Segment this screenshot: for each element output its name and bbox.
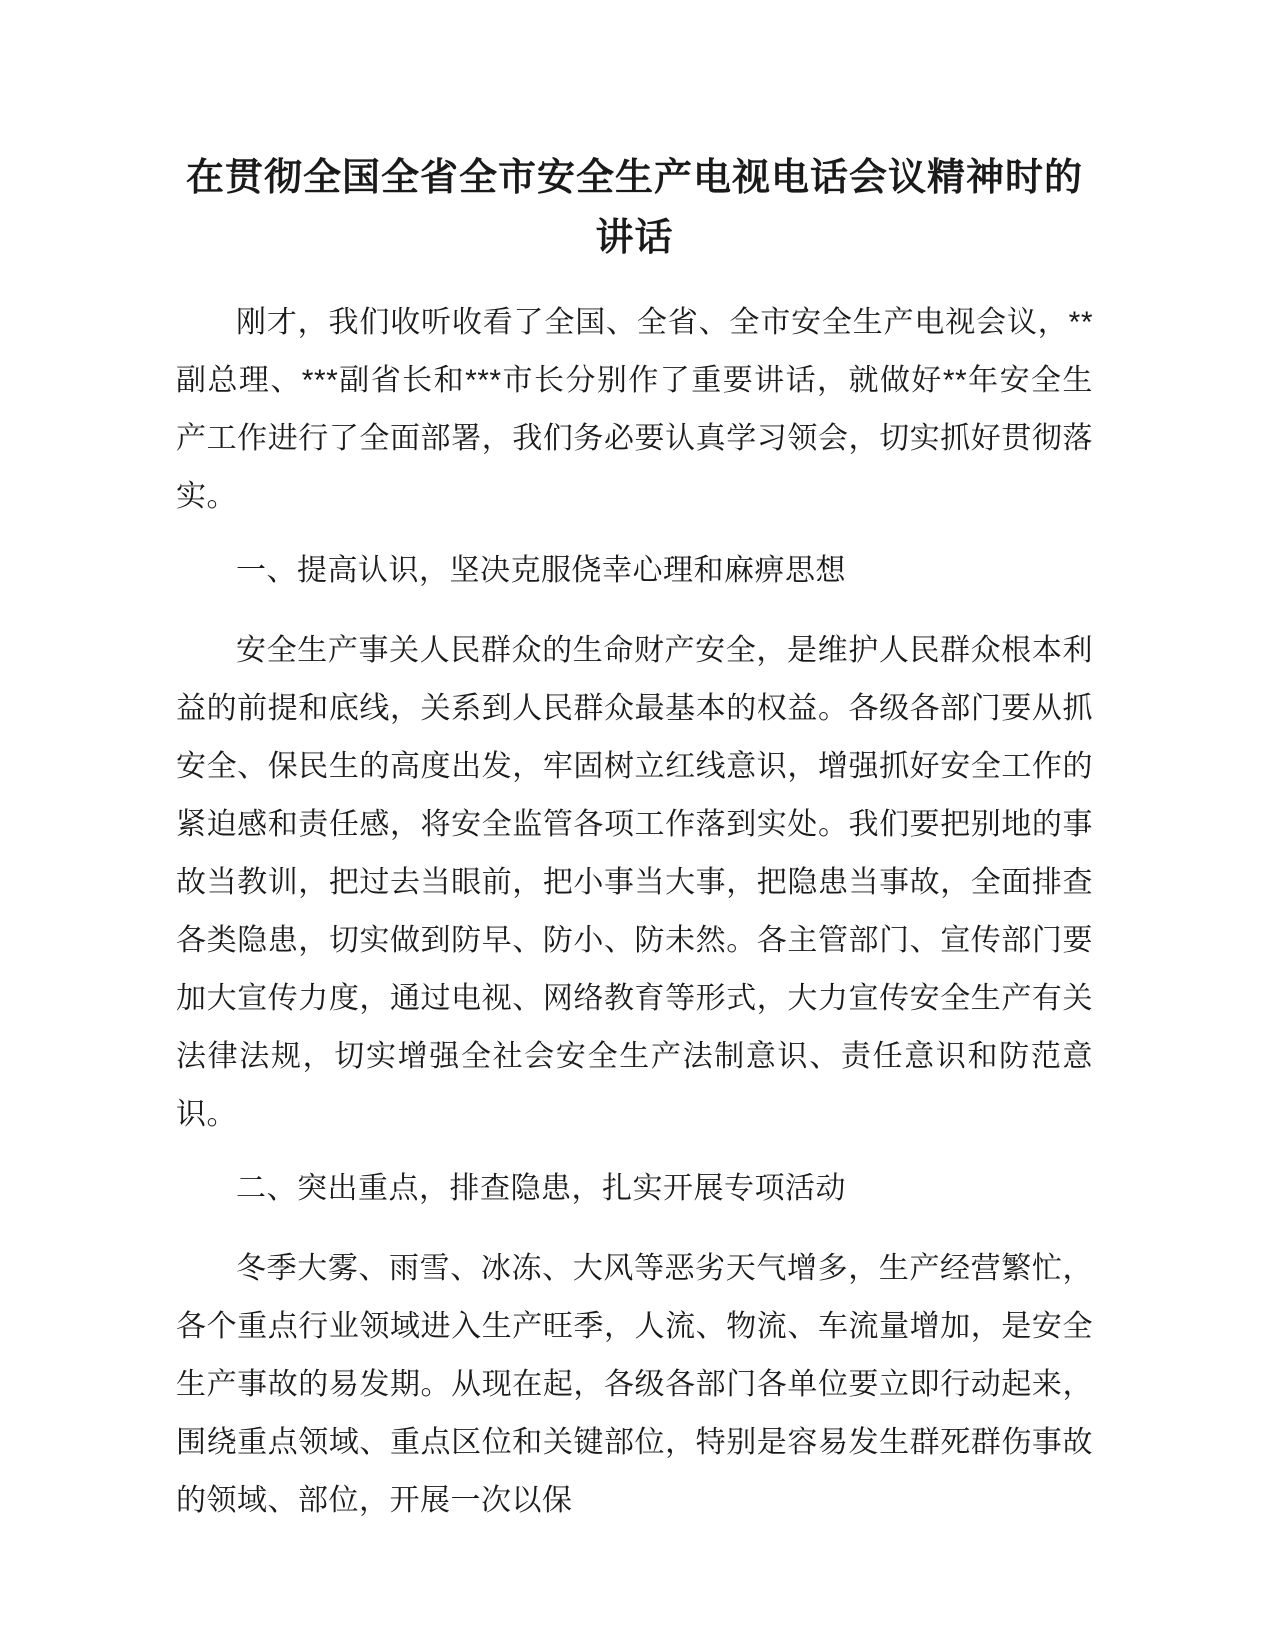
paragraph: 安全生产事关人民群众的生命财产安全，是维护人民群众根本利益的前提和底线，关系到人民群众最基本的权益。各级各部门要从抓安全、保民生的高度出发，牢固树立红线意识，增强抓好安全工作的紧迫感和责任感，将安全监管各项工作落到实处。我们要把别地的事故当教训，把过去当眼前，把小事当大事，把隐患当事故，全面排查各类隐患，切实做到防早、防小、防未然。各主管部门、宣传部门要加大宣传力度，通过电视、网络教育等形式，大力宣传安全生产有关法律法规，切实增强全社会安全生产法制意识、责任意识和防范意识。 [176, 634, 1093, 1131]
paragraph: 冬季大雾、雨雪、冰冻、大风等恶劣天气增多，生产经营繁忙，各个重点行业领域进入生产旺季，人流、物流、车流量增加，是安全生产事故的易发期。从现在起，各级各部门各单位要立即行动起来，围绕重点领域、重点区位和关键部位，特别是容易发生群死群伤事故的领域、部位，开展一次以保 [176, 1252, 1093, 1517]
document-body [176, 294, 1093, 1530]
section-heading: 二、突出重点，排查隐患，扎实开展专项活动 [236, 1172, 846, 1205]
document-title: 在贯彻全国全省全市安全生产电视电话会议精神时的讲话 [185, 157, 1083, 259]
section-heading: 一、提高认识，坚决克服侥幸心理和麻痹思想 [236, 554, 846, 587]
paragraph: 刚才，我们收听收看了全国、全省、全市安全生产电视会议，**副总理、***副省长和***市长分别作了重要讲话，就做好**年安全生产工作进行了全面部署，我们务必要认真学习领会，切实抓好贯彻落实。 [176, 306, 1093, 513]
